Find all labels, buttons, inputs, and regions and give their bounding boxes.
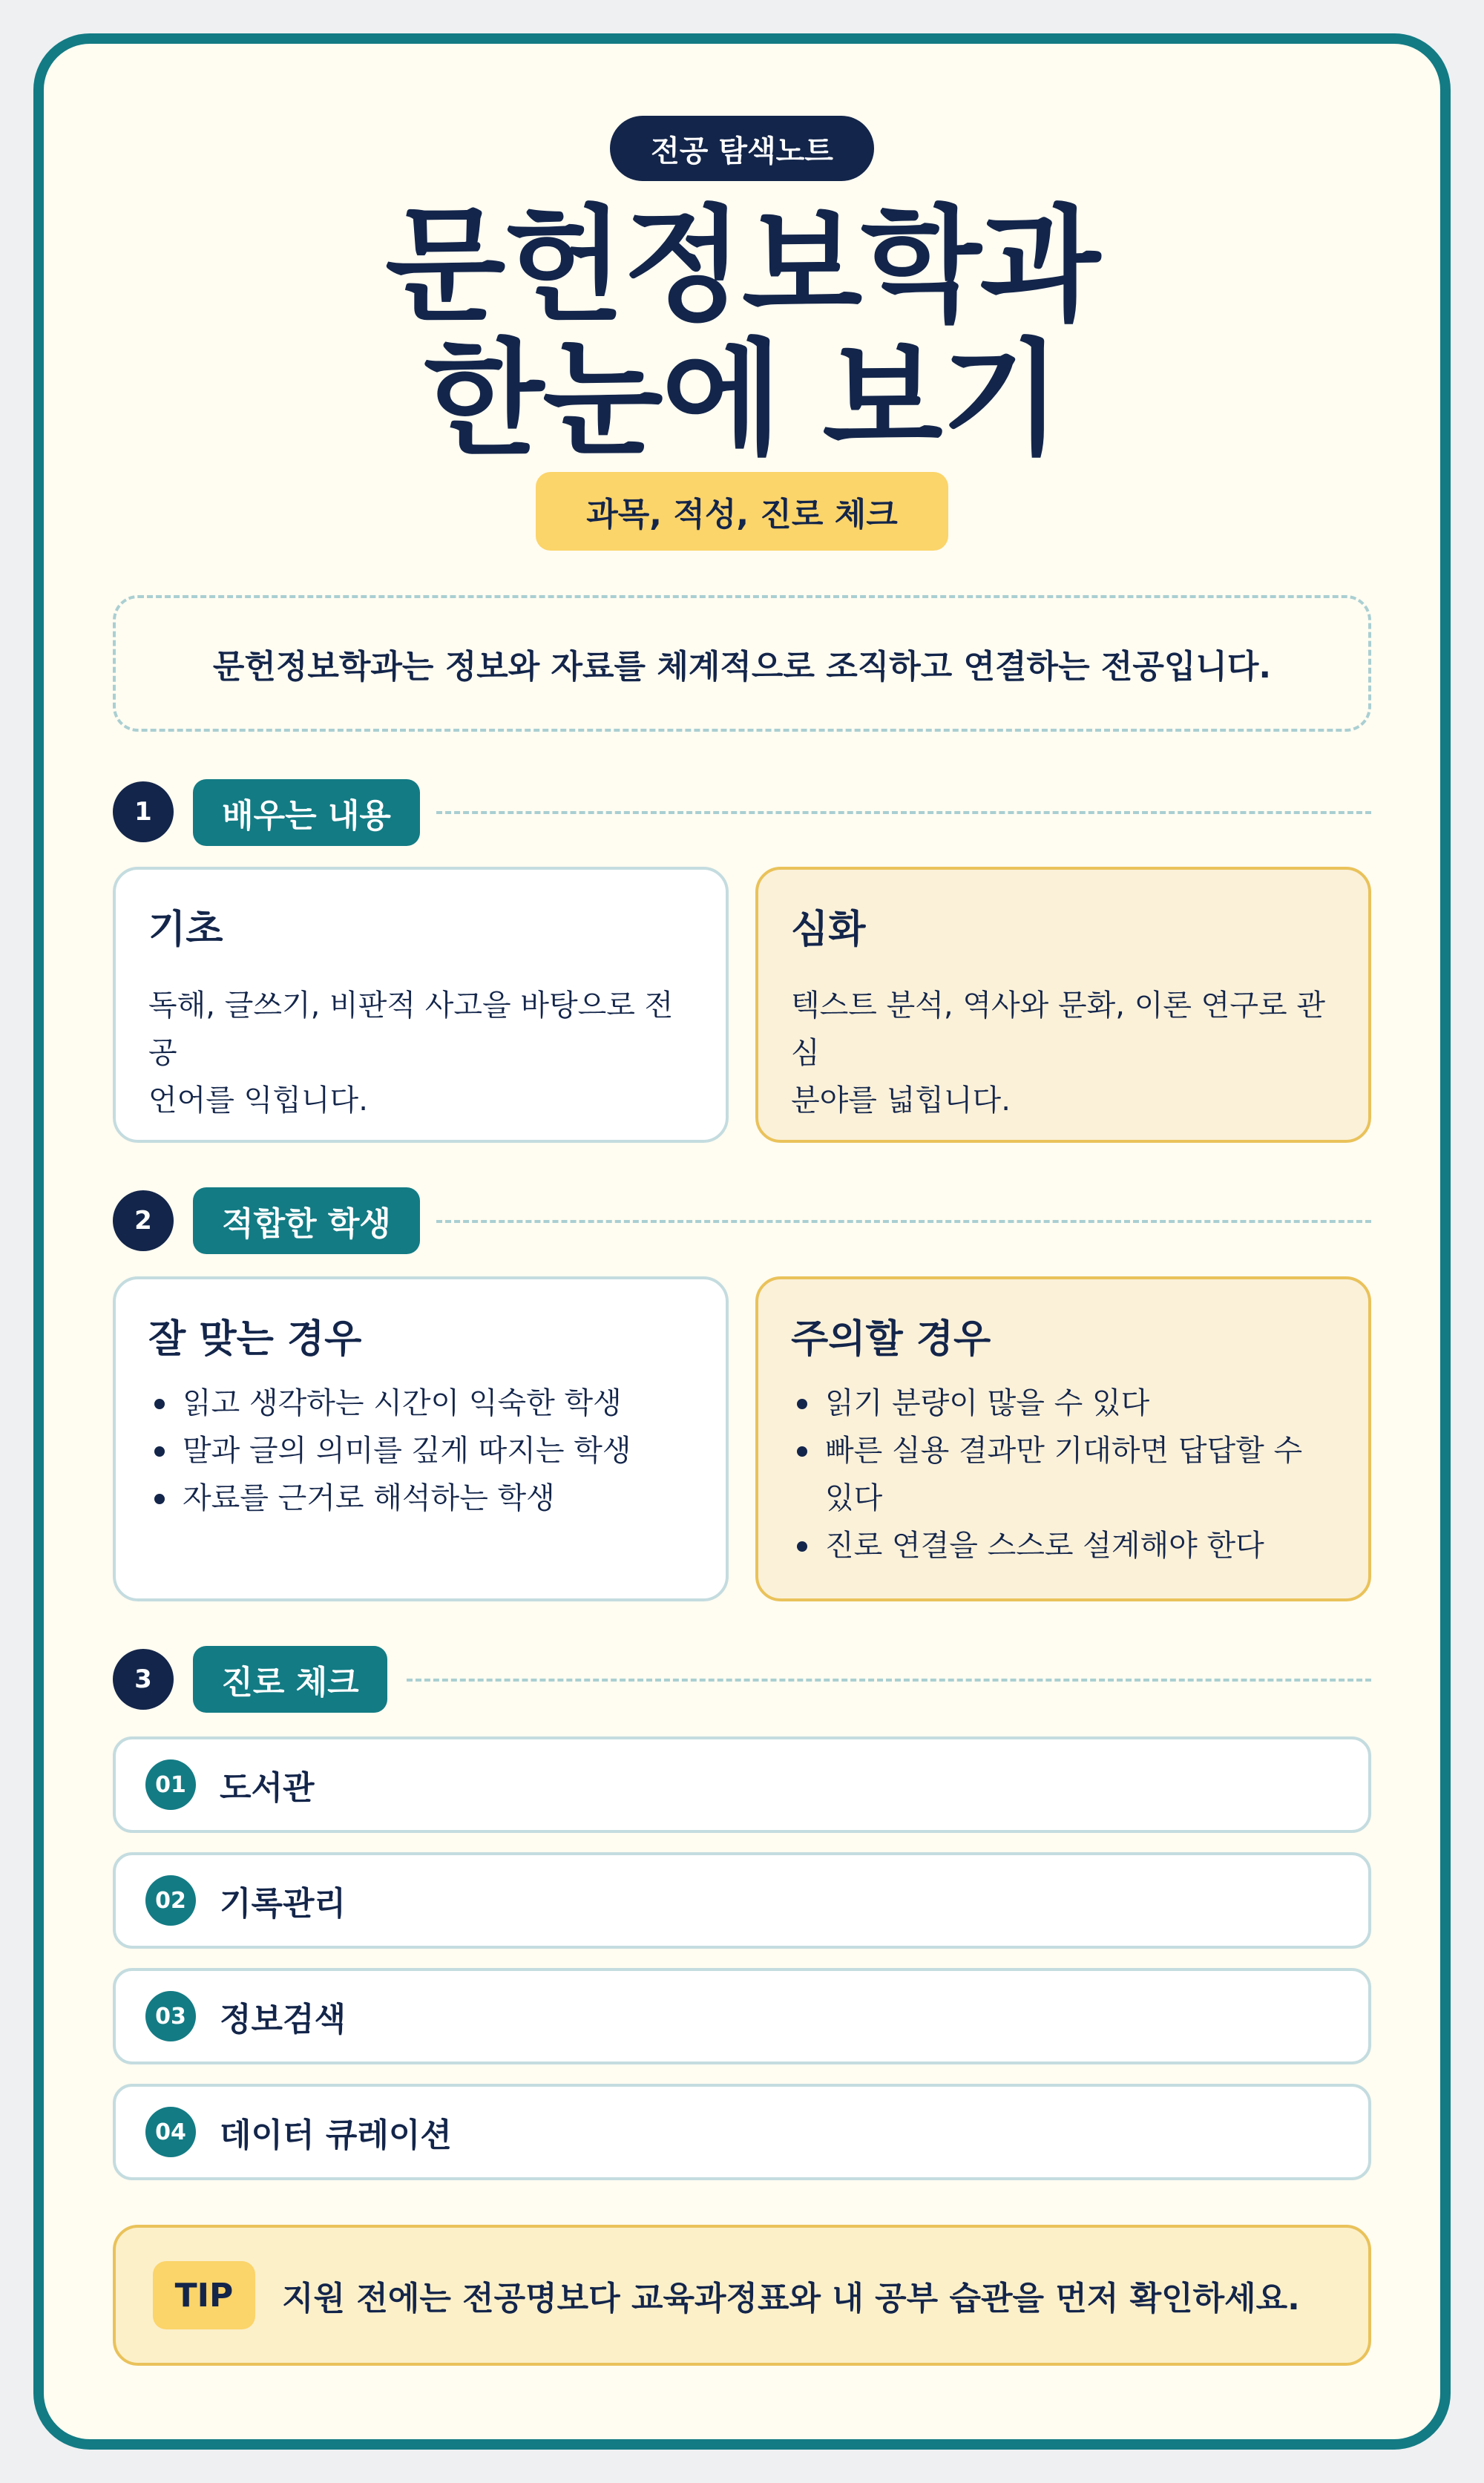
intro-text: 문헌정보학과는 정보와 자료를 체계적으로 조직하고 연결하는 전공입니다.	[212, 648, 1272, 686]
career-number: 04	[145, 2107, 196, 2157]
career-item-library	[113, 1736, 1371, 1833]
list-item: 읽고 생각하는 시간이 익숙한 학생	[148, 1380, 693, 1427]
box-text-line: 분야를 넓힙니다.	[791, 1083, 1011, 1118]
intro-box	[113, 595, 1371, 732]
section-number-2: 2	[113, 1190, 174, 1251]
list-item: 빠른 실용 결과만 기대하면 답답할 수 있다	[791, 1427, 1336, 1522]
career-label: 도서관	[220, 1769, 315, 1807]
fit-caution-list	[791, 1380, 1336, 1569]
career-number: 03	[145, 1991, 196, 2041]
box-title: 주의할 경우	[791, 1317, 991, 1362]
section-number-3: 3	[113, 1649, 174, 1710]
career-number: 01	[145, 1759, 196, 1810]
learn-advanced-box	[755, 867, 1371, 1143]
header-badge: 전공 탐색노트	[610, 116, 874, 181]
list-item: 자료를 근거로 해석하는 학생	[148, 1475, 693, 1522]
section-divider	[436, 1220, 1371, 1223]
career-label: 데이터 큐레이션	[220, 2116, 452, 2154]
box-text	[148, 982, 693, 1124]
page-title-line1: 문헌정보학과	[385, 193, 1099, 338]
box-title: 심화	[791, 908, 866, 952]
career-item-search	[113, 1968, 1371, 2064]
list-item: 읽기 분량이 많을 수 있다	[791, 1380, 1336, 1427]
career-number: 02	[145, 1875, 196, 1926]
fit-good-list	[148, 1380, 693, 1522]
section-divider	[407, 1679, 1371, 1682]
page-title-line2: 한눈에 보기	[424, 327, 1060, 472]
section-number-1: 1	[113, 781, 174, 842]
fit-good-box	[113, 1276, 729, 1601]
fit-caution-box	[755, 1276, 1371, 1601]
list-item: 진로 연결을 스스로 설계해야 한다	[791, 1522, 1336, 1569]
career-label: 기록관리	[220, 1885, 347, 1923]
tip-text: 지원 전에는 전공명보다 교육과정표와 내 공부 습관을 먼저 확인하세요.	[282, 2280, 1300, 2318]
section-divider	[436, 811, 1371, 814]
tip-box	[113, 2225, 1371, 2366]
career-label: 정보검색	[220, 2001, 347, 2038]
box-text-line: 텍스트 분석, 역사와 문화, 이론 연구로 관심	[791, 988, 1325, 1070]
box-title: 기초	[148, 908, 223, 952]
box-title: 잘 맞는 경우	[148, 1317, 362, 1362]
learn-basic-box	[113, 867, 729, 1143]
box-text-line: 독해, 글쓰기, 비판적 사고을 바탕으로 전공	[148, 988, 674, 1070]
box-text	[791, 982, 1336, 1124]
career-item-records	[113, 1852, 1371, 1949]
list-item: 말과 글의 의미를 깊게 따지는 학생	[148, 1427, 693, 1475]
section-label-3: 진로 체크	[193, 1646, 387, 1713]
career-item-curation	[113, 2084, 1371, 2180]
subtitle-pill: 과목, 적성, 진로 체크	[536, 472, 948, 551]
section-label-2: 적합한 학생	[193, 1187, 420, 1254]
section-label-1: 배우는 내용	[193, 779, 420, 846]
tip-badge: TIP	[153, 2261, 255, 2329]
box-text-line: 언어를 익힙니다.	[148, 1083, 368, 1118]
